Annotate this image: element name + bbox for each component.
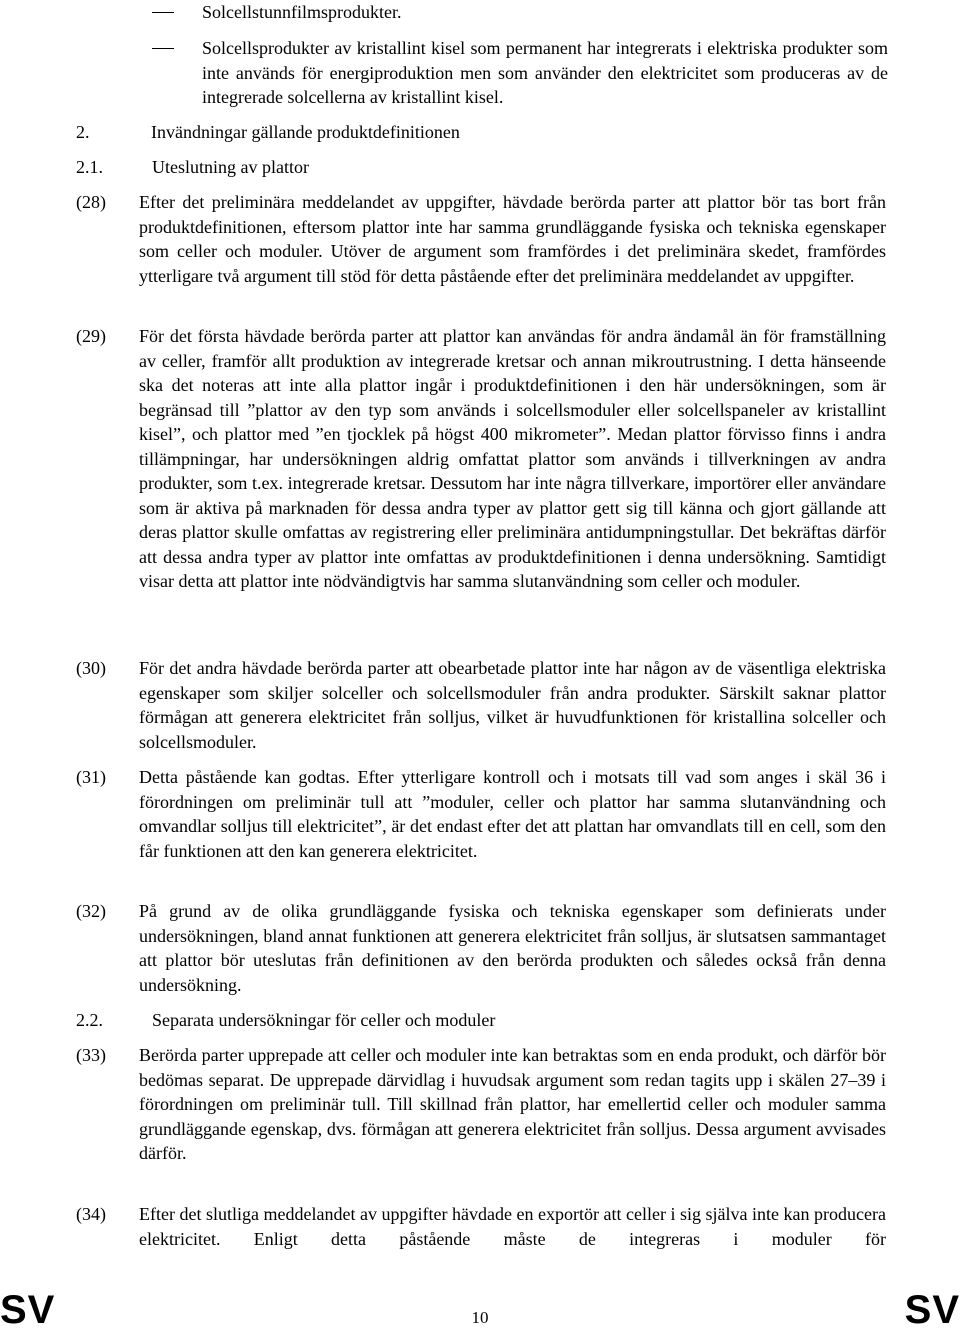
paragraph-number: (30) bbox=[76, 658, 106, 678]
section-title: Invändningar gällande produktdefinitionen bbox=[151, 122, 460, 142]
bullet-item bbox=[152, 36, 888, 110]
paragraph-31 bbox=[76, 765, 886, 863]
paragraph-text: Efter det slutliga meddelandet av uppgifter hävdade en exportör att celler i sig själva inte kan producera elektricitet. Enligt detta påstående måste de integreras i moduler för bbox=[139, 1204, 886, 1249]
paragraph-number: (29) bbox=[76, 326, 106, 346]
paragraph-number: (28) bbox=[76, 192, 106, 212]
paragraph-number: (31) bbox=[76, 767, 106, 787]
paragraph-text: På grund av de olika grundläggande fysiska och tekniska egenskaper som definierats under undersökningen, bland annat funktionen att generera elektricitet från solljus, är slutsatsen sammantaget att plattor bör uteslutas från definitionen av den berörda produkten och således också från denna undersökning. bbox=[139, 901, 886, 995]
paragraph-text: Detta påstående kan godtas. Efter ytterligare kontroll och i motsats till vad som anges i skäl 36 i förordningen om preliminär tull att ”moduler, celler och plattor har samma slutanvändning och omvandlar solljus till elektricitet”, är det endast efter det att plattan har omvandlats till en cell, som den får funktionen att den kan generera elektricitet. bbox=[139, 767, 886, 861]
section-number: 2.2. bbox=[76, 1010, 103, 1030]
paragraph-30 bbox=[76, 656, 886, 754]
language-code-left: SV bbox=[0, 1288, 56, 1332]
paragraph-34 bbox=[76, 1202, 886, 1251]
bullet-text: Solcellsprodukter av kristallint kisel som permanent har integrerats i elektriska produkter som inte används för energiproduktion men som använder den elektricitet som produceras av de integrerade solcellerna av kristallint kisel. bbox=[202, 38, 888, 107]
paragraph-text: För det andra hävdade berörda parter att obearbetade plattor inte har någon av de väsentliga elektriska egenskaper som skiljer solceller och solcellsmoduler från andra produkter. Särskilt saknar plattor förmågan att generera elektricitet från solljus, vilket är huvudfunktionen för kristallina solceller och solcellsmoduler. bbox=[139, 658, 886, 752]
section-title: Separata undersökningar för celler och moduler bbox=[152, 1010, 496, 1030]
paragraph-number: (34) bbox=[76, 1204, 106, 1224]
dash-icon bbox=[152, 12, 174, 13]
paragraph-28 bbox=[76, 190, 886, 288]
paragraph-29 bbox=[76, 324, 886, 594]
section-number: 2.1. bbox=[76, 157, 103, 177]
paragraph-text: Efter det preliminära meddelandet av uppgifter, hävdade berörda parter att plattor bör tas bort från produktdefinitionen, eftersom plattor inte har samma grundläggande fysiska och tekniska egenskaper som celler och moduler. Utöver de argument som framfördes i det preliminära skedet, framfördes ytterligare två argument till stöd för detta påstående efter det preliminära meddelandet av uppgifter. bbox=[139, 192, 886, 286]
section-title: Uteslutning av plattor bbox=[152, 157, 309, 177]
paragraph-32 bbox=[76, 899, 886, 997]
paragraph-text: För det första hävdade berörda parter att plattor kan användas för andra ändamål än för framställning av celler, framför allt produktion av integrerade kretsar och annan mikroutrustning. I detta hänseende ska det noteras att inte alla plattor ingår i produktdefinitionen i den här undersökningen, som är begränsad till ”plattor av den typ som används i solcellsmoduler eller solcellspaneler av kristallint kisel”, och plattor med ”en tjocklek på högst 400 mikrometer”. Medan plattor förvisso finns i andra tillämpningar, har undersökningen aldrig omfattat plattor som används i tillverkningen av andra produkter, som t.ex. integrerade kretsar. Dessutom har inte några tillverkare, importörer eller användare som är aktiva på marknaden för dessa andra typer av plattor gett sig till känna och gjort gällande att deras plattor skulle omfattas av registrering eller preliminära antidumpningstullar. Det bekräftas därför att dessa andra typer av plattor inte omfattas av produktdefinitionen i denna undersökning. Samtidigt visar detta att plattor inte nödvändigtvis har samma slutanvändning som celler och moduler. bbox=[139, 326, 886, 591]
bullet-text: Solcellstunnfilmsprodukter. bbox=[202, 2, 402, 22]
language-code-right: SV bbox=[904, 1288, 960, 1332]
page-number: 10 bbox=[471, 1308, 489, 1327]
section-number: 2. bbox=[76, 122, 90, 142]
paragraph-33 bbox=[76, 1043, 886, 1166]
dash-icon bbox=[152, 48, 174, 49]
paragraph-number: (33) bbox=[76, 1045, 106, 1065]
paragraph-text: Berörda parter upprepade att celler och moduler inte kan betraktas som en enda produkt, och därför bör bedömas separat. De upprepade därvidlag i huvudsak argument som redan tagits upp i skälen 27–39 i förordningen om preliminär tull. Till skillnad från plattor, har emellertid celler och moduler samma grundläggande egenskap, dvs. förmågan att generera elektricitet från solljus. Dessa argument avvisades därför. bbox=[139, 1045, 886, 1163]
bullet-item bbox=[152, 0, 888, 25]
paragraph-number: (32) bbox=[76, 901, 106, 921]
